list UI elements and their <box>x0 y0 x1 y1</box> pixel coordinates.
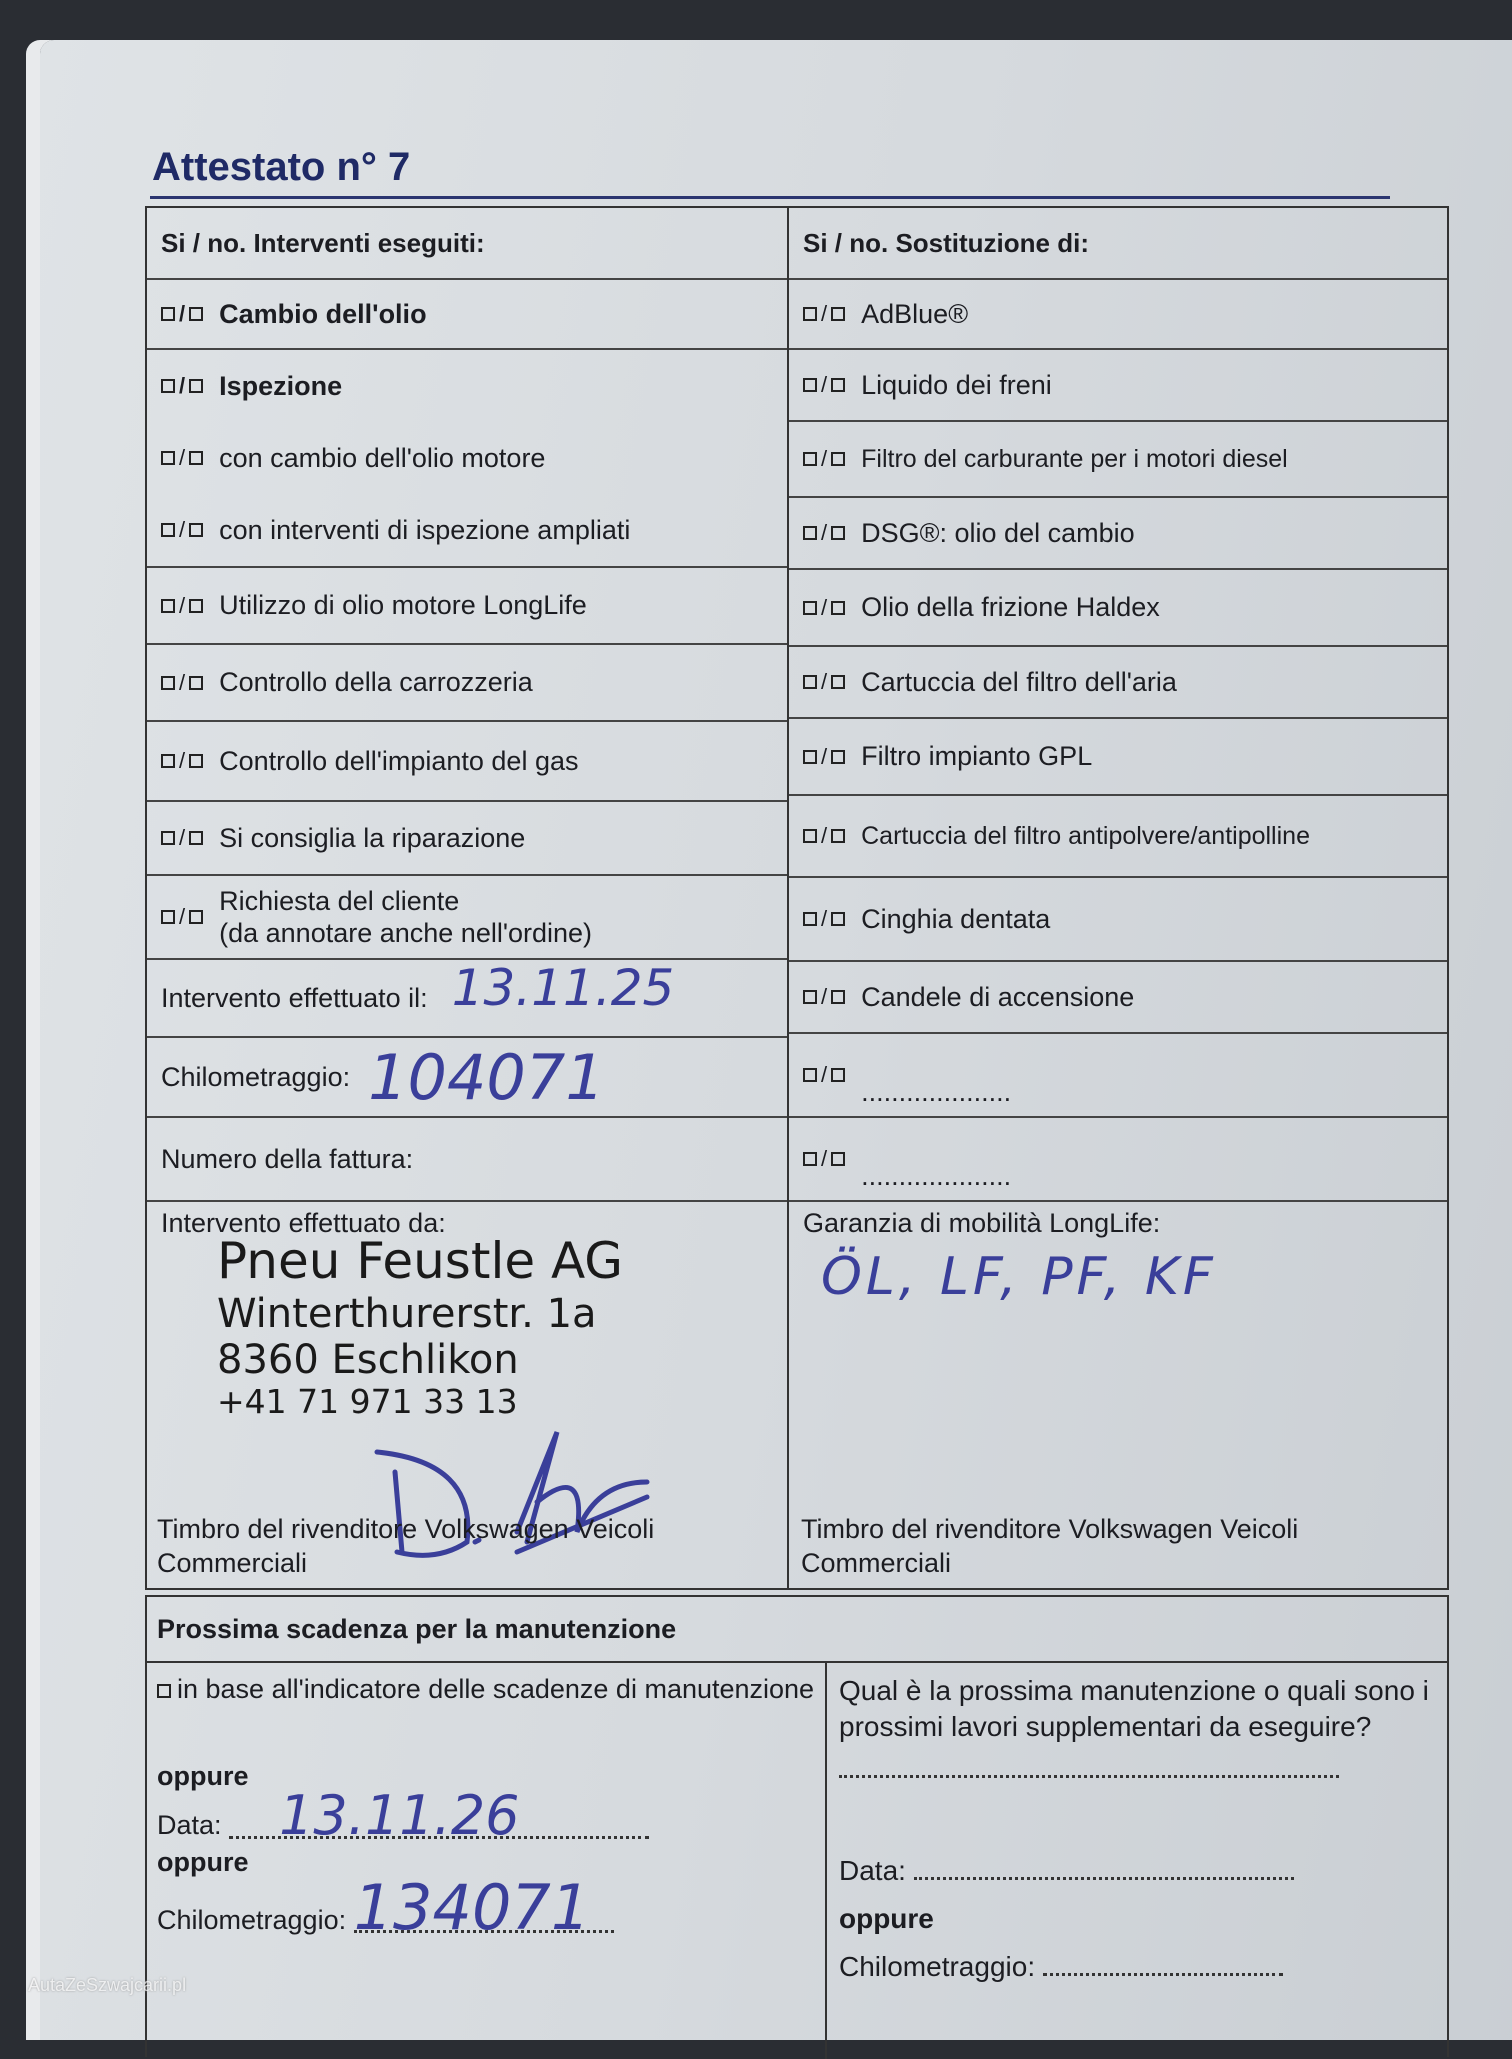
item-adblue: / AdBlue® <box>789 280 1447 350</box>
mileage-field[interactable]: Chilometraggio: 104071 <box>147 1038 787 1118</box>
or-label: oppure <box>157 1847 249 1877</box>
next-date-field[interactable]: Data: 13.11.26 <box>157 1796 815 1841</box>
item-customer-request: / Richiesta del cliente (da annotare anche nell'ordine) <box>147 876 787 960</box>
item-spark-plugs: / Candele di accensione <box>789 962 1447 1034</box>
watermark: AutaZeSzwajcarii.pl <box>28 1975 187 1995</box>
item-brake-fluid: / Liquido dei freni <box>789 350 1447 422</box>
yes-no-checkbox[interactable]: / <box>161 445 203 471</box>
item-haldex-oil: / Olio della frizione Haldex <box>789 570 1447 647</box>
item-body-check: / Controllo della carrozzeria <box>147 645 787 722</box>
item-blank-1: / .................... <box>789 1034 1447 1118</box>
yes-no-checkbox[interactable]: / <box>161 593 203 619</box>
yes-no-checkbox[interactable]: / <box>803 595 845 621</box>
item-oil-change: / Cambio dell'olio <box>147 280 787 350</box>
or-label: oppure <box>839 1903 934 1934</box>
yes-no-checkbox[interactable]: / <box>161 373 203 399</box>
item-extended-inspection: / con interventi di ispezione ampliati <box>161 515 630 546</box>
yes-no-checkbox[interactable]: / <box>803 984 845 1010</box>
next-service-right <box>827 1663 1447 2059</box>
item-dsg-oil: / DSG®: olio del cambio <box>789 498 1447 570</box>
title-divider <box>150 196 1390 199</box>
yes-no-checkbox[interactable]: / <box>803 669 845 695</box>
item-lpg-filter: / Filtro impianto GPL <box>789 719 1447 796</box>
service-table <box>145 206 1449 1590</box>
yes-no-checkbox[interactable]: / <box>803 1146 845 1172</box>
item-timing-belt: / Cinghia dentata <box>789 878 1447 962</box>
item-air-filter: / Cartuccia del filtro dell'aria <box>789 647 1447 719</box>
invoice-number-field[interactable]: Numero della fattura: <box>147 1118 787 1202</box>
item-pollen-filter: / Cartuccia del filtro antipolvere/antipolline <box>789 796 1447 878</box>
item-gas-check: / Controllo dell'impianto del gas <box>147 722 787 802</box>
right-mileage-field[interactable]: Chilometraggio: <box>839 1951 1435 1983</box>
yes-no-checkbox[interactable]: / <box>803 301 845 327</box>
right-date-field[interactable]: Data: <box>839 1855 1435 1887</box>
interventions-column <box>147 208 789 1588</box>
item-longlife-oil: / Utilizzo di olio motore LongLife <box>147 568 787 645</box>
inspection-group <box>147 350 787 568</box>
next-work-question: Qual è la prossima manutenzione o quali sono i prossimi lavori supplementari da eseguire? <box>839 1675 1429 1742</box>
yes-no-checkbox[interactable]: / <box>803 1062 845 1088</box>
item-inspection: / Ispezione <box>161 371 342 402</box>
performed-by-block <box>147 1202 787 1588</box>
service-date-field[interactable]: Intervento effettuato il: 13.11.25 <box>147 960 787 1038</box>
next-service-table <box>145 1595 1449 2057</box>
replacements-column <box>789 208 1447 1588</box>
yes-no-checkbox[interactable]: / <box>161 517 203 543</box>
yes-no-checkbox[interactable]: / <box>161 904 203 930</box>
performed-by-label: Intervento effettuato da: <box>161 1208 446 1238</box>
yes-no-checkbox[interactable]: / <box>803 906 845 932</box>
page-title: Attestato n° 7 <box>152 145 411 189</box>
warranty-label: Garanzia di mobilità LongLife: <box>803 1208 1161 1238</box>
yes-no-checkbox[interactable]: / <box>161 301 203 327</box>
document-page <box>40 40 1512 2040</box>
warranty-value: ÖL, LF, PF, KF <box>821 1247 1217 1307</box>
yes-no-checkbox[interactable]: / <box>803 744 845 770</box>
item-repair-advised: / Si consiglia la riparazione <box>147 802 787 876</box>
next-work-input[interactable] <box>839 1745 1339 1778</box>
dealer-stamp-label: Timbro del rivenditore Volkswagen Veicoli Commerciali <box>801 1514 1299 1578</box>
yes-no-checkbox[interactable]: / <box>803 823 845 849</box>
dealer-stamp: Pneu Feustle AG Winterthurerstr. 1a 8360 Eschlikon +41 71 971 33 13 <box>217 1232 624 1421</box>
or-label: oppure <box>157 1761 249 1791</box>
yes-no-checkbox[interactable]: / <box>803 372 845 398</box>
indicator-option[interactable]: in base all'indicatore delle scadenze di manutenzione <box>157 1673 815 1705</box>
yes-no-checkbox[interactable]: / <box>803 520 845 546</box>
yes-no-checkbox[interactable]: / <box>161 748 203 774</box>
warranty-block <box>789 1202 1447 1588</box>
yes-no-checkbox[interactable]: / <box>161 670 203 696</box>
yes-no-checkbox[interactable]: / <box>803 446 845 472</box>
interventions-header: Si / no. Interventi eseguiti: <box>147 208 787 280</box>
next-date-value: 13.11.26 <box>229 1796 649 1839</box>
next-service-left <box>147 1663 827 2059</box>
next-mileage-value: 134071 <box>354 1886 614 1933</box>
dealer-stamp-label: Timbro del rivenditore Volkswagen Veicoli Commerciali <box>157 1514 655 1578</box>
yes-no-checkbox[interactable]: / <box>161 825 203 851</box>
mileage-value: 104071 <box>368 1040 605 1114</box>
item-engine-oil-change: / con cambio dell'olio motore <box>161 443 545 474</box>
service-date-value: 13.11.25 <box>451 959 675 1017</box>
next-mileage-field[interactable]: Chilometraggio: 134071 <box>157 1886 815 1936</box>
replacements-header: Si / no. Sostituzione di: <box>789 208 1447 280</box>
item-blank-2: / .................... <box>789 1118 1447 1202</box>
next-service-header: Prossima scadenza per la manutenzione <box>147 1597 1447 1663</box>
item-fuel-filter: / Filtro del carburante per i motori diesel <box>789 422 1447 498</box>
